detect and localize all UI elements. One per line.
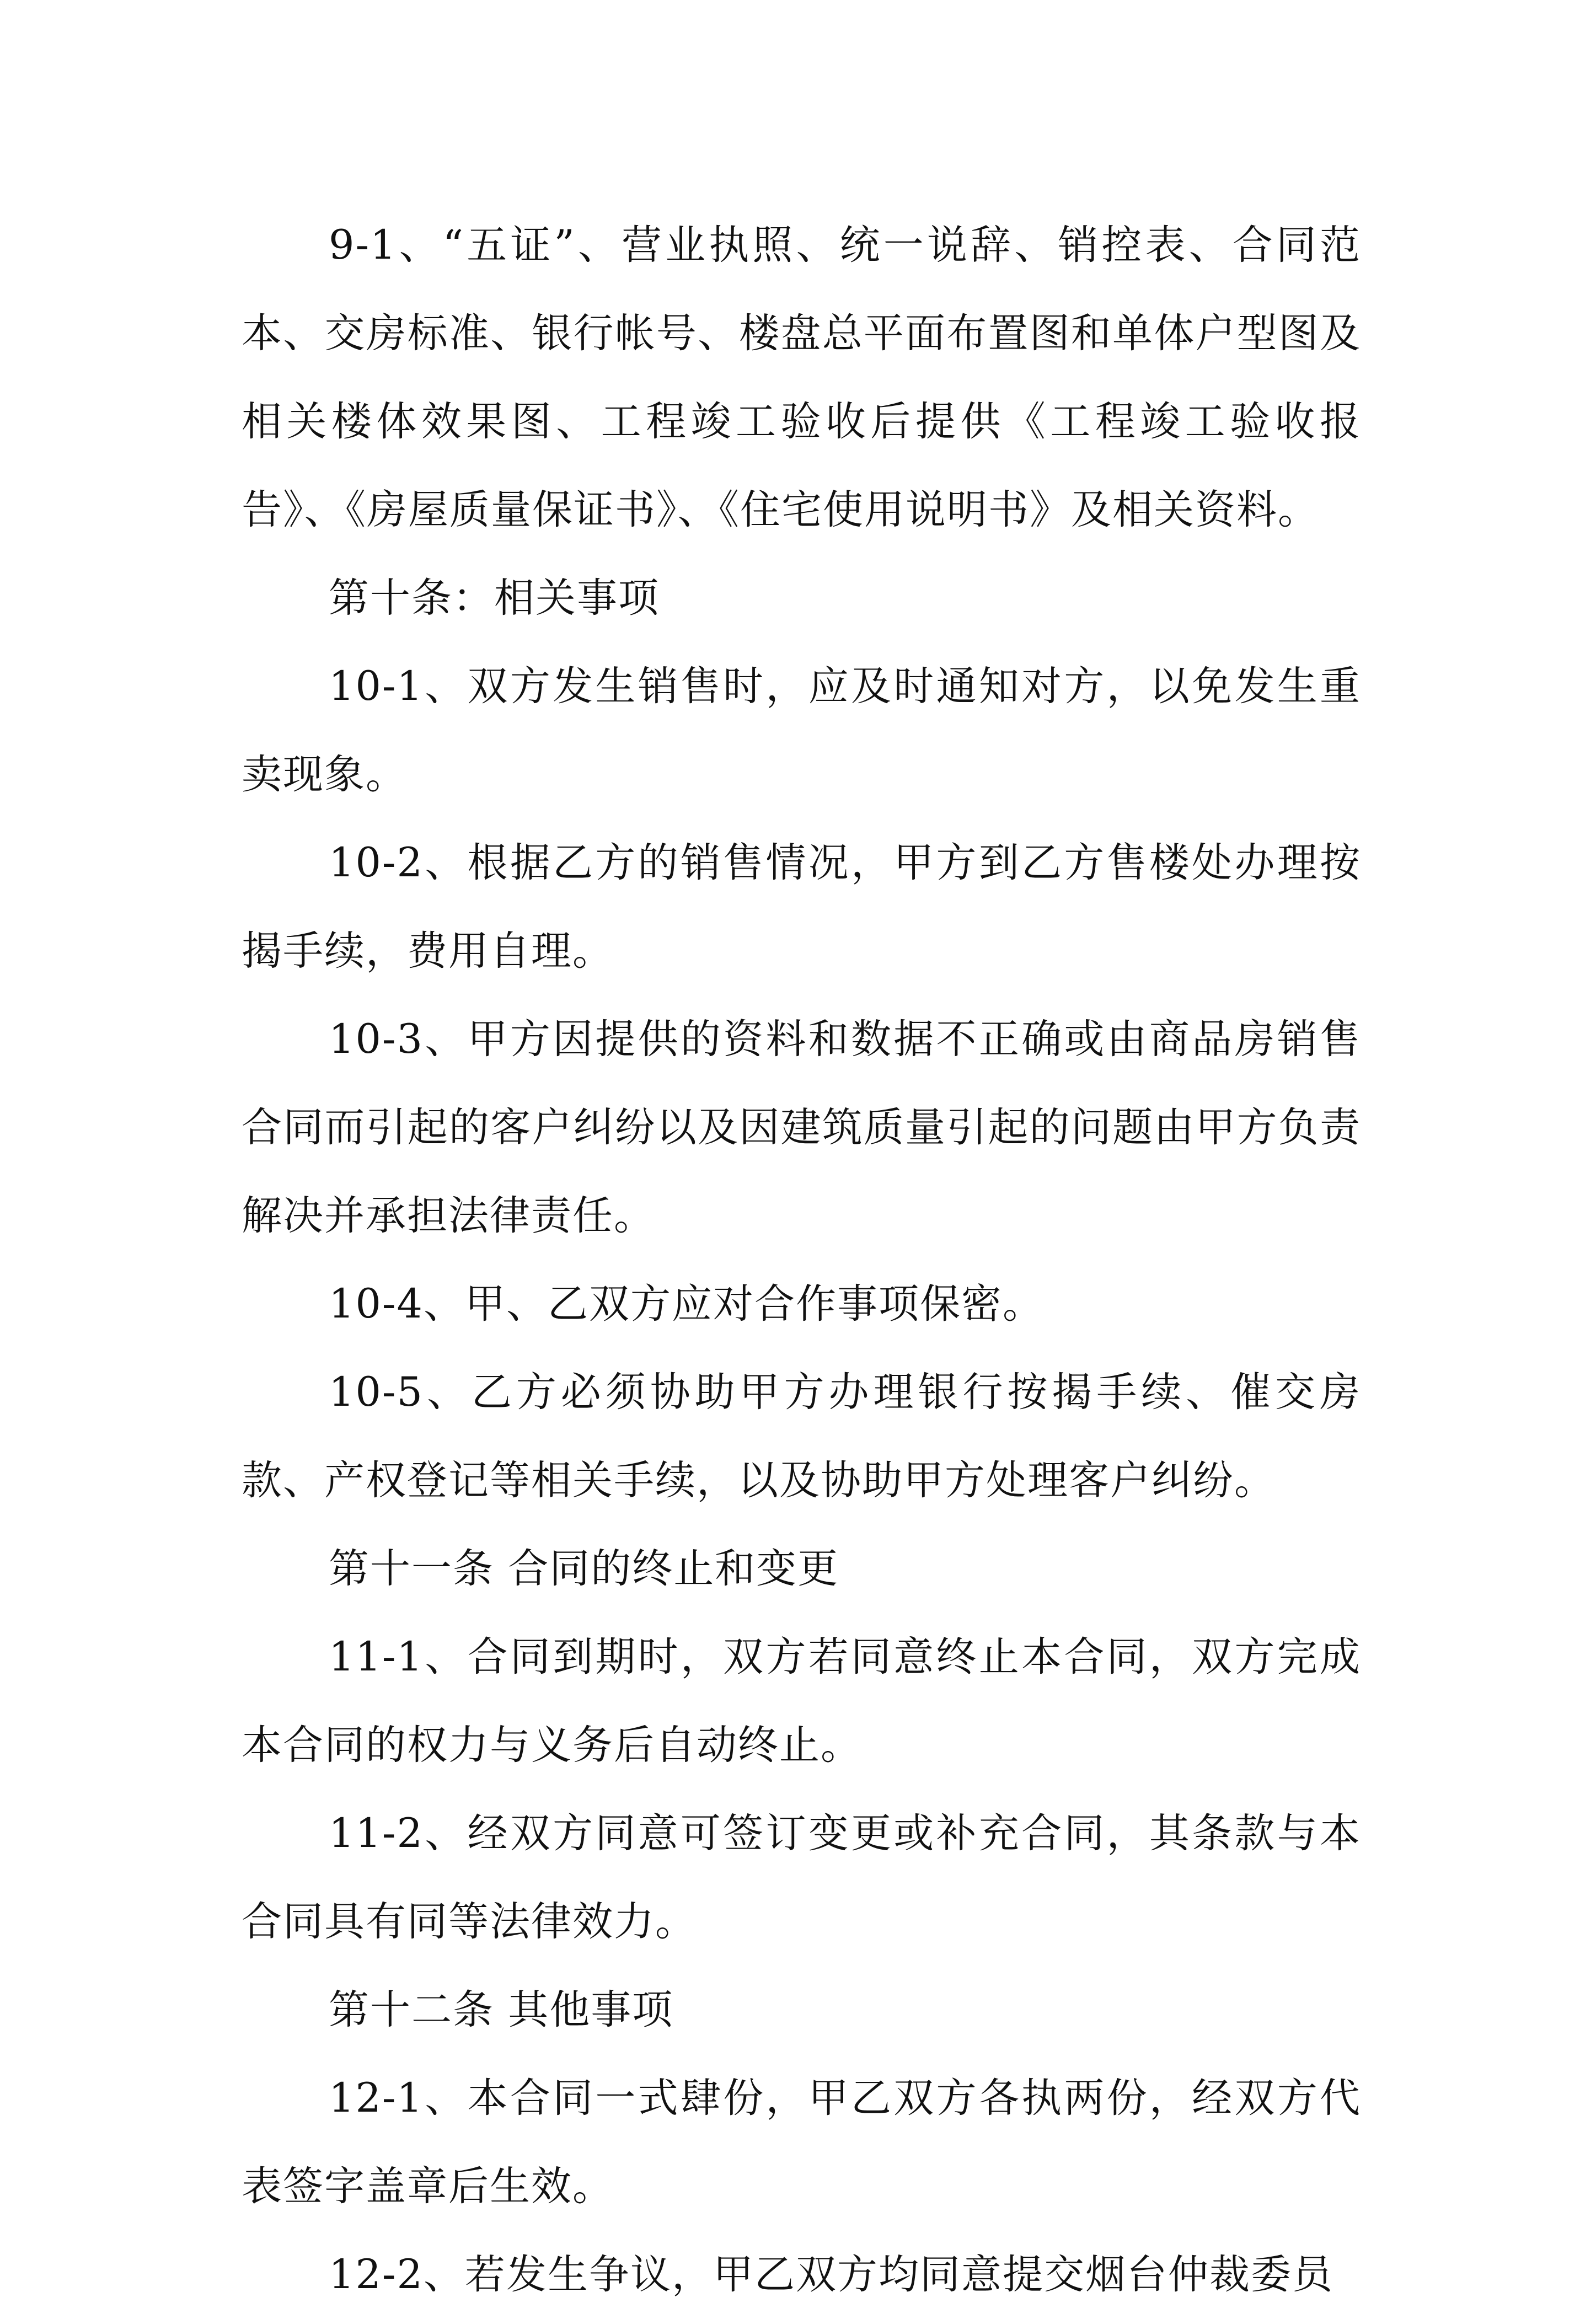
- article-11-heading: 第十一条 合同的终止和变更: [329, 1545, 839, 1592]
- clause-10-1: 10-1、双方发生销售时，应及时通知对方，以免发生重卖现象。: [242, 663, 1361, 798]
- clause-11-2: 11-2、经双方同意可签订变更或补充合同，其条款与本合同具有同等法律效力。: [242, 1810, 1361, 1945]
- clause-10-3: 10-3、甲方因提供的资料和数据不正确或由商品房销售合同而引起的客户纠纷以及因建筑质量引起的问题由甲方负责解决并承担法律责任。: [242, 1016, 1361, 1239]
- document-body: [242, 201, 1361, 2319]
- clause-9-1: 9-1、“五证”、营业执照、统一说辞、销控表、合同范本、交房标准、银行帐号、楼盘总平面布置图和单体户型图及相关楼体效果图、工程竣工验收后提供《工程竣工验收报告》、《房屋质量保证书》、《住宅使用说明书》及相关资料。: [242, 222, 1361, 533]
- article-10-heading: 第十条：相关事项: [329, 575, 660, 622]
- clause-10-4: 10-4、甲、乙双方应对合作事项保密。: [329, 1281, 1044, 1327]
- clause-11-1: 11-1、合同到期时，双方若同意终止本合同，双方完成本合同的权力与义务后自动终止。: [242, 1634, 1361, 1769]
- clause-10-5: 10-5、乙方必须协助甲方办理银行按揭手续、催交房款、产权登记等相关手续，以及协助甲方处理客户纠纷。: [242, 1369, 1361, 1504]
- clause-12-1: 12-1、本合同一式肆份，甲乙双方各执两份，经双方代表签字盖章后生效。: [242, 2075, 1361, 2210]
- article-12-heading: 第十二条 其他事项: [329, 1986, 674, 2033]
- clause-12-2: 12-2、若发生争议，甲乙双方均同意提交烟台仲裁委员: [329, 2251, 1333, 2298]
- clause-10-2: 10-2、根据乙方的销售情况，甲方到乙方售楼处办理按揭手续，费用自理。: [242, 839, 1361, 974]
